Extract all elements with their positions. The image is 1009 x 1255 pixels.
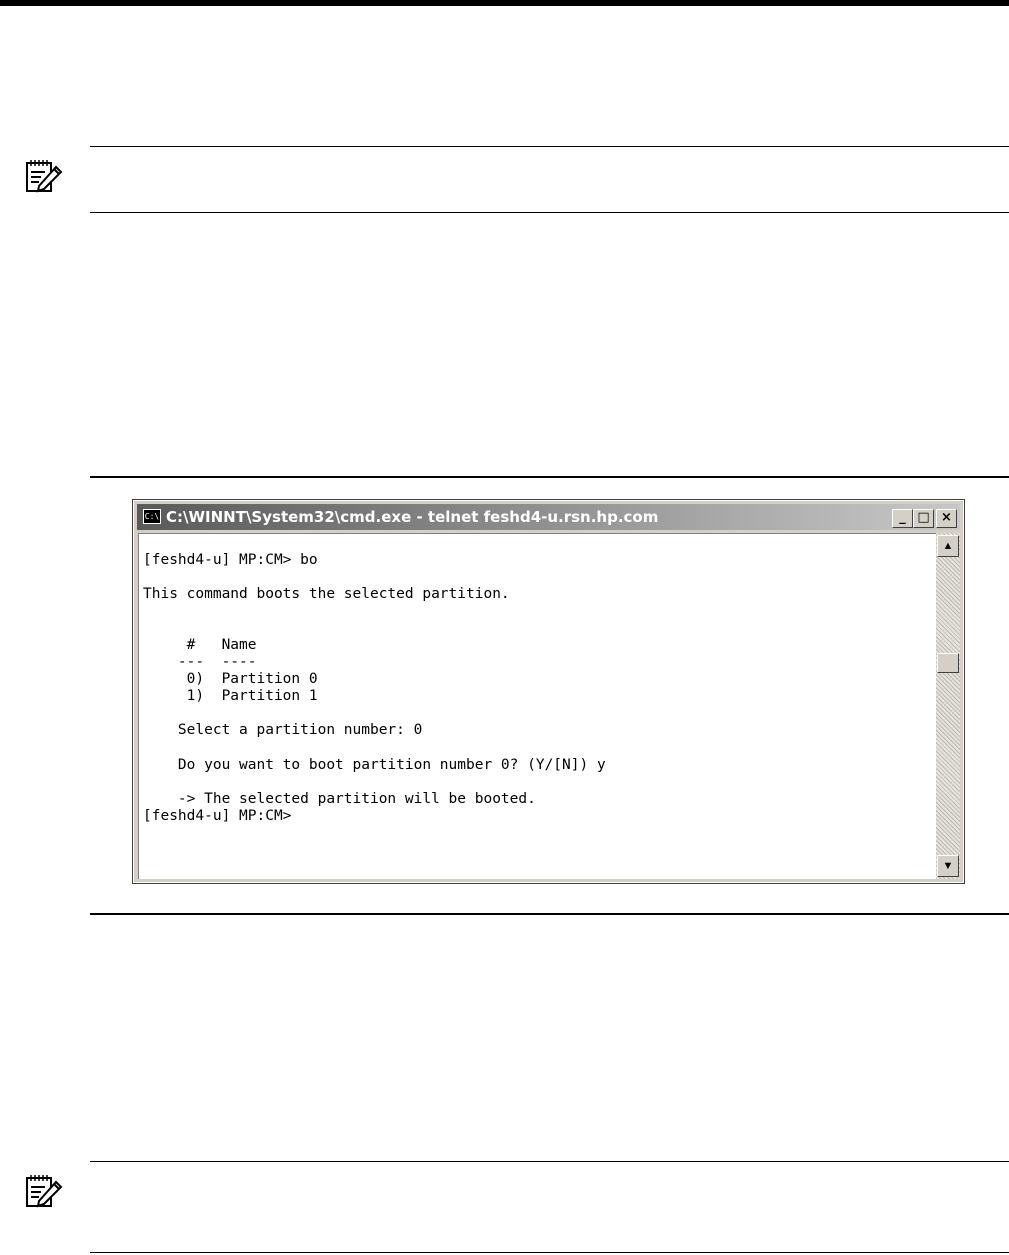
console-line: -> The selected partition will be booted. xyxy=(143,791,536,807)
console-line: [feshd4-u] MP:CM> xyxy=(143,808,292,824)
maximize-button[interactable]: □ xyxy=(913,509,934,528)
minimize-button[interactable]: _ xyxy=(892,509,913,528)
note-bottom-rule xyxy=(90,212,1009,213)
note-icon xyxy=(24,1173,64,1209)
console-line: --- ---- xyxy=(143,654,257,670)
console-line: Do you want to boot partition number 0? (Y/[N]) y xyxy=(143,757,606,773)
console-line: # Name xyxy=(143,637,257,653)
figure-bottom-rule xyxy=(90,913,1009,915)
note-top-rule xyxy=(90,1161,1009,1162)
telnet-console-window xyxy=(133,500,964,883)
console-output[interactable] xyxy=(138,533,936,879)
vertical-scrollbar[interactable] xyxy=(936,533,960,879)
window-title: C:\WINNT\System32\cmd.exe - telnet feshd4-u.rsn.hp.com xyxy=(166,508,659,526)
console-line: Select a partition number: 0 xyxy=(143,722,423,738)
close-button[interactable]: × xyxy=(936,509,957,528)
window-titlebar[interactable] xyxy=(137,504,960,530)
console-line: This command boots the selected partition. xyxy=(143,586,510,602)
scroll-thumb[interactable] xyxy=(937,653,959,673)
note-bottom-rule xyxy=(90,1252,1009,1253)
scroll-down-icon[interactable]: ▼ xyxy=(937,855,959,877)
figure-top-rule xyxy=(90,476,1009,478)
note-top-rule xyxy=(90,146,1009,147)
note-icon xyxy=(24,158,64,194)
console-line: [feshd4-u] MP:CM> bo xyxy=(143,552,318,568)
console-line: 1) Partition 1 xyxy=(143,688,318,704)
console-line: 0) Partition 0 xyxy=(143,671,318,687)
cmd-icon[interactable]: C:\ xyxy=(143,509,161,524)
header-rule xyxy=(0,0,1009,6)
scroll-up-icon[interactable]: ▲ xyxy=(937,535,959,557)
